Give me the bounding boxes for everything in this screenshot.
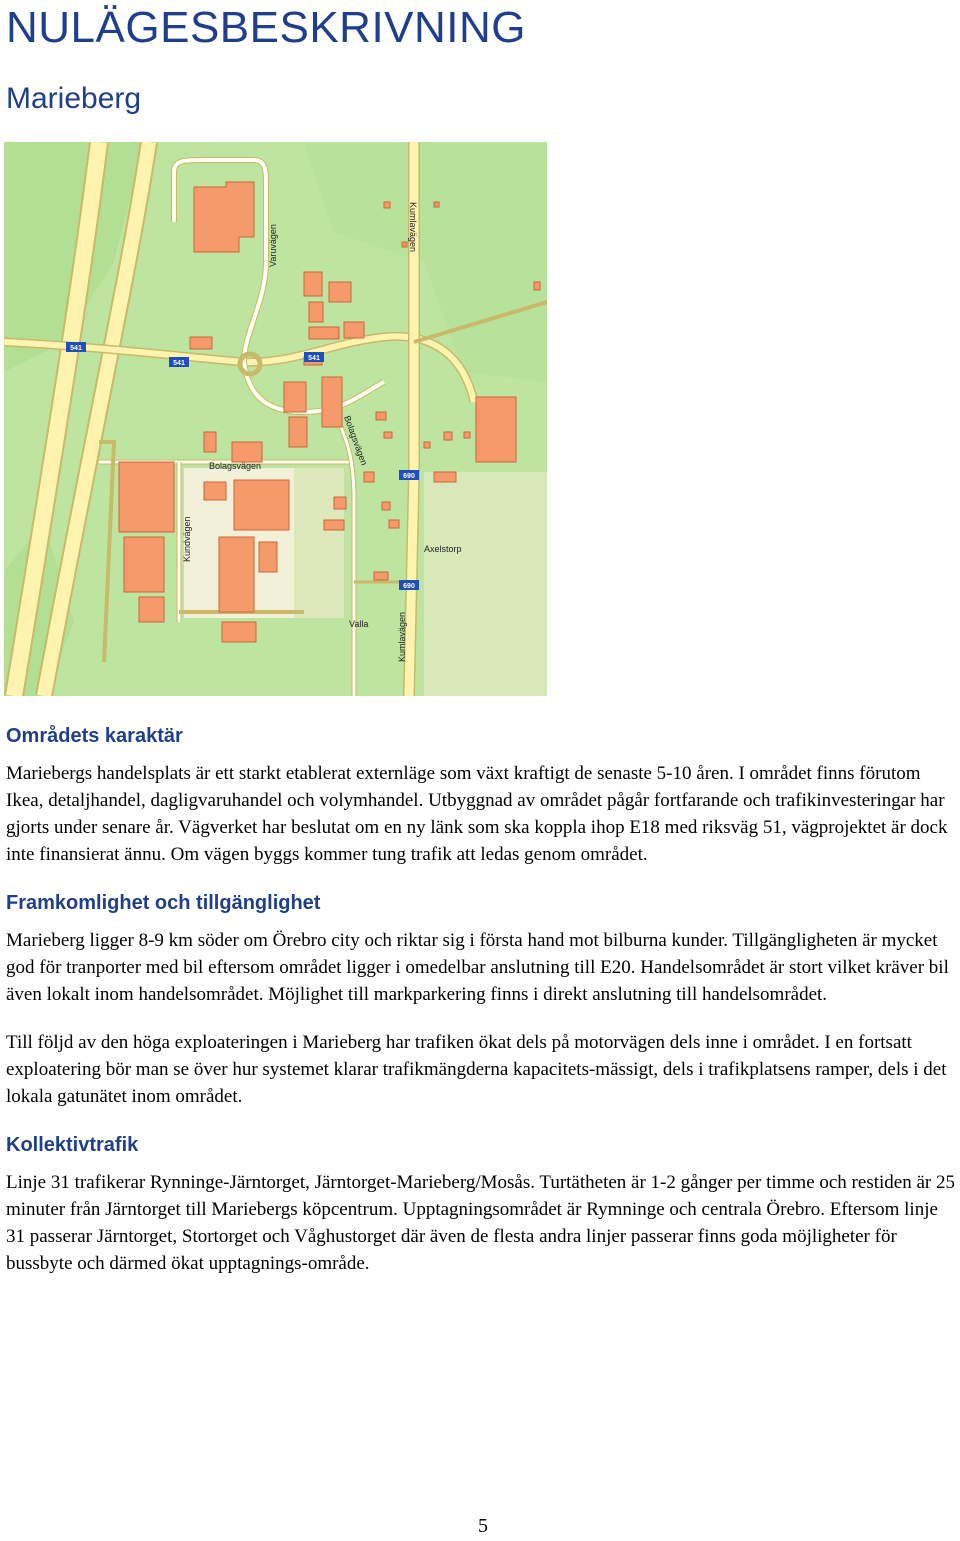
body-content bbox=[6, 722, 956, 1298]
section-paragraph: Marieberg ligger 8-9 km söder om Örebro city och riktar sig i första hand mot bilburna kunder. Tillgängligheten är mycket god för tranporter med bil eftersom området ligger i omedelbar anslutning till E20. Handelsområdet är stort vilket kräver bil även lokalt inom handelsområdet. Möjlighet till markparkering finns i direkt anslutning till handelsområdet. bbox=[6, 930, 949, 1005]
section-heading: Områdets karaktär bbox=[6, 725, 183, 747]
page-number: 5 bbox=[478, 1515, 488, 1537]
map-label-axelstorp: Axelstorp bbox=[424, 544, 462, 554]
map-label-kumlavagen-north: Kumlavägen bbox=[408, 202, 418, 253]
section-heading: Kollektivtrafik bbox=[6, 1134, 139, 1156]
map-label-kundvagen: Kundvägen bbox=[182, 516, 192, 562]
area-map bbox=[4, 142, 547, 696]
road-number-690-south: 690 bbox=[403, 583, 415, 590]
road-number-541-center: 541 bbox=[173, 360, 185, 367]
section-kollektivtrafik bbox=[6, 1131, 956, 1277]
section-paragraph: Till följd av den höga exploateringen i Marieberg har trafiken ökat dels på motorvägen dels inne i området. I en fortsatt exploatering bör man se över hur systemet klarar trafikmängderna kapacitets-mässigt, dels i trafikplatsens ramper, dels i det lokala gatunätet inom området. bbox=[6, 1032, 947, 1107]
map-label-bolagsvagen-west: Bolagsvägen bbox=[209, 461, 262, 471]
map-label-valla: Valla bbox=[349, 619, 369, 629]
road-number-541-west: 541 bbox=[70, 345, 82, 352]
page-subtitle: Marieberg bbox=[6, 82, 142, 115]
road-number-690-north: 690 bbox=[403, 473, 415, 480]
road-number-541-east: 541 bbox=[308, 355, 320, 362]
map-label-kumlavagen-south: Kumlavägen bbox=[397, 611, 407, 662]
section-omradets-karaktar bbox=[6, 722, 956, 868]
map-label-varuvagen: Varuvägen bbox=[268, 224, 278, 267]
page-title: NULÄGESBESKRIVNING bbox=[6, 3, 527, 52]
map-label-bolagsvagen-east: Bolagsvägen bbox=[342, 414, 370, 467]
section-paragraph: Linje 31 trafikerar Rynninge-Järntorget, Järntorget-Marieberg/Mosås. Turtätheten är 1-2 gånger per timme och restiden är 25 minuter från Järntorget till Mariebergs köpcentrum. Upptagningsområdet är Rymninge och centrala Örebro. Eftersom linje 31 passerar Järntorget, Stortorget och Våghustorget där även de flesta andra linjer passerar finns goda möjligheter för bussbyte och därmed ökat upptagnings-område. bbox=[6, 1172, 955, 1274]
section-heading: Framkomlighet och tillgänglighet bbox=[6, 892, 321, 914]
section-framkomlighet bbox=[6, 889, 956, 1110]
section-paragraph: Mariebergs handelsplats är ett starkt etablerat externläge som växt kraftigt de senaste 5-10 åren. I området finns förutom Ikea, detaljhandel, dagligvaruhandel och volymhandel. Utbyggnad av området pågår fortfarande och trafikinvesteringar har gjorts under senare år. Vägverket har beslutat om en ny länk som ska koppla ihop E18 med riksväg 51, vägprojektet är dock inte finansierat ännu. Om vägen byggs kommer tung trafik att ledas genom området. bbox=[6, 763, 948, 865]
